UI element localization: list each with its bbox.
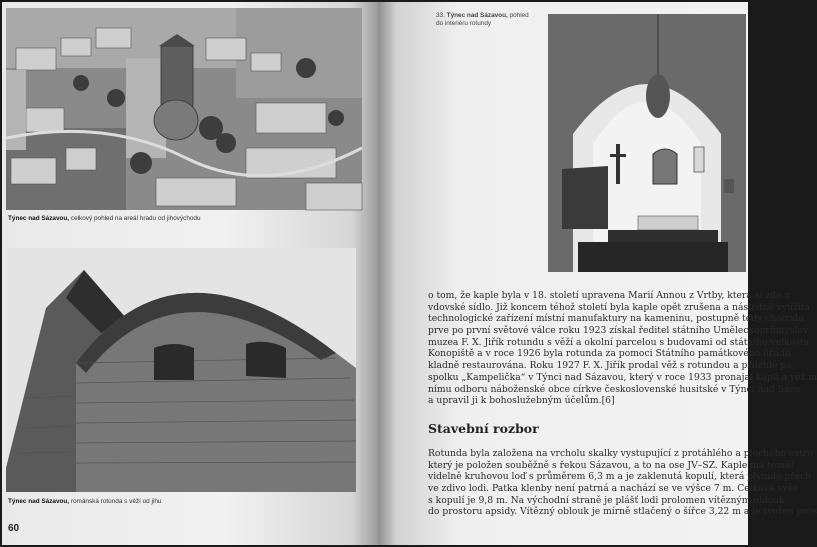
text-line: o tom, že kaple byla v 18. století upravena Marií Annou z Vrtby, která si zde n bbox=[428, 290, 791, 301]
text-line: Konopiště a v roce 1926 byla rotunda za pomoci Státního památkového úřadu bbox=[428, 348, 791, 360]
rotunda-interior-photo bbox=[548, 14, 746, 272]
text-line: prve po první světové válce roku 1923 získal ředitel státního Uměleckoprůmyslov bbox=[428, 325, 809, 337]
aerial-castle-photo bbox=[6, 8, 362, 210]
section-heading: Stavební rozbor bbox=[428, 421, 539, 436]
book-spread bbox=[2, 2, 817, 545]
caption-interior-photo bbox=[436, 12, 546, 28]
caption-interior-number: 33. bbox=[436, 12, 447, 19]
caption-aerial-place: Týnec nad Sázavou, bbox=[8, 215, 70, 222]
caption-rotunda-place: Týnec nad Sázavou, bbox=[8, 498, 70, 505]
text-line: a upravil ji k bohoslužebným účelům.[6] bbox=[428, 395, 615, 407]
caption-interior-text1: pohled bbox=[507, 12, 529, 19]
history-paragraph bbox=[428, 290, 817, 407]
text-line: vdovské sídlo. Již koncem téhož století byla kaple opět zrušena a následné využita bbox=[428, 301, 810, 313]
caption-aerial-photo bbox=[8, 215, 201, 222]
text-line: ve zdivo lodi. Patka klenby není patrná a nachází se ve výšce 7 m. Celková výše bbox=[428, 483, 798, 495]
caption-rotunda-photo bbox=[8, 498, 161, 505]
text-line: technologické zařízení místní manufaktury na kameninu, postupně tedy chátrala. bbox=[428, 313, 807, 325]
text-line: Rotunda byla založena na vrcholu skalky vystupující z protáhlého a plochého ostro bbox=[428, 448, 813, 459]
text-line: do prostoru apsidy. Vítězný oblouk je mírně stlačený o šířce 3,22 m a je tvořen pros bbox=[428, 506, 817, 518]
rotunda-exterior-photo bbox=[6, 248, 356, 492]
caption-interior-text2: do interiéru rotundy bbox=[436, 20, 492, 27]
analysis-paragraph bbox=[428, 448, 817, 518]
text-line: s kopulí je 9,8 m. Na východní straně je plášť lodi prolomen vítězným oblouk bbox=[428, 494, 785, 506]
text-line: muzea F. X. Jiřík rotundu s věží a okolní parcelou s budovami od státního velkosta bbox=[428, 336, 810, 348]
text-line: kladně restaurována. Roku 1927 F. X. Jiřík prodal věž s rotundou a přilehlé pa bbox=[428, 360, 792, 372]
text-line: nímu odboru náboženské obce církve československé husitské v Týnci nad Sáza bbox=[428, 383, 800, 395]
caption-rotunda-text: románská rotunda s věží od jihu bbox=[69, 498, 162, 505]
text-line: videlně kruhovou loď s průměrem 6,3 m a je zaklenutá kopulí, která plynule přech bbox=[428, 471, 812, 483]
left-page bbox=[2, 2, 378, 545]
text-line: spolku „Kampelička“ v Týnci nad Sázavou, který v roce 1933 pronajal kapli a věž m bbox=[428, 371, 817, 383]
text-line: který je položen souběžně s řekou Sázavou, a to na ose JV–SZ. Kaple má téměř bbox=[428, 459, 795, 471]
page-number: 60 bbox=[8, 523, 20, 534]
caption-aerial-text: celkový pohled na areál hradu od jihovýchodu bbox=[69, 215, 201, 222]
caption-interior-place: Týnec nad Sázavou, bbox=[446, 12, 508, 19]
